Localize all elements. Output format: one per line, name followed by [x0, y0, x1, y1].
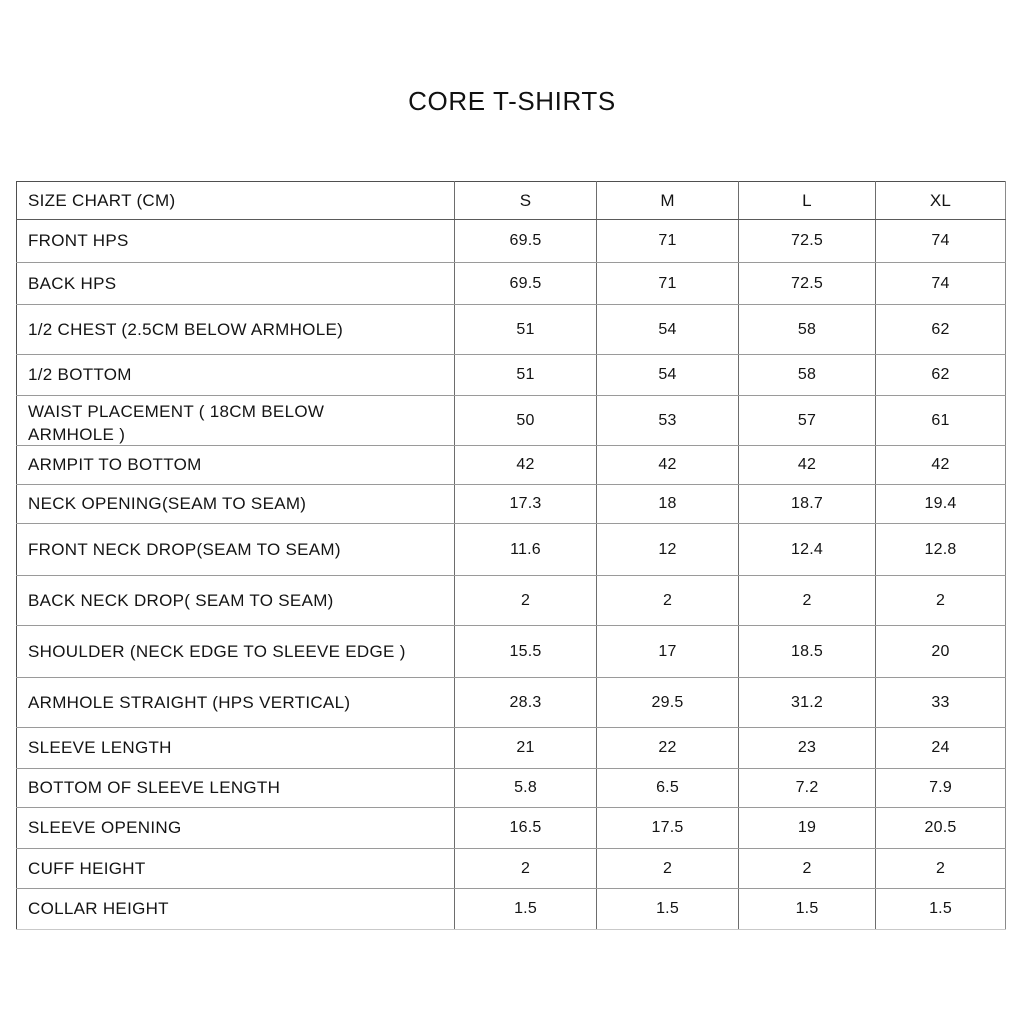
- cell-m: 1.5: [597, 889, 739, 930]
- cell-xl: 19.4: [876, 485, 1006, 524]
- row-shoulder: [17, 626, 1006, 678]
- cell-s: 69.5: [455, 220, 597, 263]
- cell-s: 28.3: [455, 678, 597, 728]
- cell-l: 18.5: [739, 626, 876, 678]
- header-size-s: S: [455, 182, 597, 220]
- row-front-hps: [17, 220, 1006, 263]
- cell-l: 23: [739, 728, 876, 769]
- row-armpit-to-bottom: [17, 446, 1006, 485]
- cell-xl: 74: [876, 220, 1006, 263]
- row-label-line1: WAIST PLACEMENT ( 18CM BELOW: [28, 402, 325, 421]
- header-size-xl: XL: [876, 182, 1006, 220]
- row-label: BACK NECK DROP( SEAM TO SEAM): [17, 576, 455, 626]
- cell-l: 42: [739, 446, 876, 485]
- cell-m: 2: [597, 849, 739, 889]
- cell-xl: 12.8: [876, 524, 1006, 576]
- row-half-bottom: [17, 355, 1006, 396]
- row-label: SLEEVE OPENING: [17, 808, 455, 849]
- cell-m: 12: [597, 524, 739, 576]
- cell-xl: 74: [876, 263, 1006, 305]
- cell-l: 58: [739, 305, 876, 355]
- page-title: CORE T-SHIRTS: [408, 86, 616, 116]
- row-label: BOTTOM OF SLEEVE LENGTH: [17, 769, 455, 808]
- row-label: ARMPIT TO BOTTOM: [17, 446, 455, 485]
- cell-s: 11.6: [455, 524, 597, 576]
- cell-l: 31.2: [739, 678, 876, 728]
- cell-m: 71: [597, 220, 739, 263]
- row-label: FRONT NECK DROP(SEAM TO SEAM): [17, 524, 455, 576]
- row-sleeve-opening: [17, 808, 1006, 849]
- cell-xl: 7.9: [876, 769, 1006, 808]
- cell-s: 17.3: [455, 485, 597, 524]
- table-header-row: [17, 182, 1006, 220]
- cell-xl: 33: [876, 678, 1006, 728]
- row-back-neck-drop: [17, 576, 1006, 626]
- cell-xl: 62: [876, 305, 1006, 355]
- header-size-m: M: [597, 182, 739, 220]
- cell-xl: 42: [876, 446, 1006, 485]
- cell-l: 2: [739, 576, 876, 626]
- row-neck-opening: [17, 485, 1006, 524]
- row-armhole-straight: [17, 678, 1006, 728]
- row-label: NECK OPENING(SEAM TO SEAM): [17, 485, 455, 524]
- cell-s: 51: [455, 355, 597, 396]
- cell-m: 17: [597, 626, 739, 678]
- row-label: COLLAR HEIGHT: [17, 889, 455, 930]
- cell-xl: 20.5: [876, 808, 1006, 849]
- cell-m: 18: [597, 485, 739, 524]
- cell-l: 18.7: [739, 485, 876, 524]
- cell-s: 2: [455, 849, 597, 889]
- cell-s: 42: [455, 446, 597, 485]
- size-chart-table: [16, 181, 1006, 930]
- cell-l: 7.2: [739, 769, 876, 808]
- cell-s: 69.5: [455, 263, 597, 305]
- cell-s: 51: [455, 305, 597, 355]
- row-half-chest: [17, 305, 1006, 355]
- cell-l: 58: [739, 355, 876, 396]
- cell-l: 2: [739, 849, 876, 889]
- row-label: FRONT HPS: [17, 220, 455, 263]
- row-bottom-of-sleeve-length: [17, 769, 1006, 808]
- row-label-line2: ARMHOLE ): [28, 425, 126, 444]
- header-size-l: L: [739, 182, 876, 220]
- cell-m: 17.5: [597, 808, 739, 849]
- cell-m: 22: [597, 728, 739, 769]
- row-label: SLEEVE LENGTH: [17, 728, 455, 769]
- cell-m: 54: [597, 355, 739, 396]
- cell-s: 1.5: [455, 889, 597, 930]
- cell-m: 53: [597, 396, 739, 446]
- cell-m: 6.5: [597, 769, 739, 808]
- cell-xl: 2: [876, 576, 1006, 626]
- cell-xl: 1.5: [876, 889, 1006, 930]
- row-waist-placement: [17, 396, 1006, 446]
- cell-xl: 20: [876, 626, 1006, 678]
- cell-s: 15.5: [455, 626, 597, 678]
- row-label: SHOULDER (NECK EDGE TO SLEEVE EDGE ): [17, 626, 455, 678]
- cell-xl: 62: [876, 355, 1006, 396]
- row-label: 1/2 CHEST (2.5CM BELOW ARMHOLE): [17, 305, 455, 355]
- row-label: BACK HPS: [17, 263, 455, 305]
- cell-l: 57: [739, 396, 876, 446]
- row-label: ARMHOLE STRAIGHT (HPS VERTICAL): [17, 678, 455, 728]
- row-back-hps: [17, 263, 1006, 305]
- cell-s: 16.5: [455, 808, 597, 849]
- cell-xl: 61: [876, 396, 1006, 446]
- row-label: 1/2 BOTTOM: [17, 355, 455, 396]
- header-size-chart-label: SIZE CHART (CM): [17, 182, 455, 220]
- row-sleeve-length: [17, 728, 1006, 769]
- cell-m: 71: [597, 263, 739, 305]
- cell-l: 1.5: [739, 889, 876, 930]
- row-cuff-height: [17, 849, 1006, 889]
- cell-m: 2: [597, 576, 739, 626]
- row-front-neck-drop: [17, 524, 1006, 576]
- cell-s: 2: [455, 576, 597, 626]
- cell-l: 72.5: [739, 263, 876, 305]
- row-label: CUFF HEIGHT: [17, 849, 455, 889]
- cell-s: 21: [455, 728, 597, 769]
- cell-xl: 2: [876, 849, 1006, 889]
- cell-m: 54: [597, 305, 739, 355]
- cell-l: 12.4: [739, 524, 876, 576]
- row-label-text: [28, 396, 448, 445]
- cell-m: 42: [597, 446, 739, 485]
- cell-s: 5.8: [455, 769, 597, 808]
- cell-s: 50: [455, 396, 597, 446]
- row-label: [17, 396, 455, 446]
- cell-l: 19: [739, 808, 876, 849]
- cell-m: 29.5: [597, 678, 739, 728]
- row-collar-height: [17, 889, 1006, 930]
- cell-l: 72.5: [739, 220, 876, 263]
- cell-xl: 24: [876, 728, 1006, 769]
